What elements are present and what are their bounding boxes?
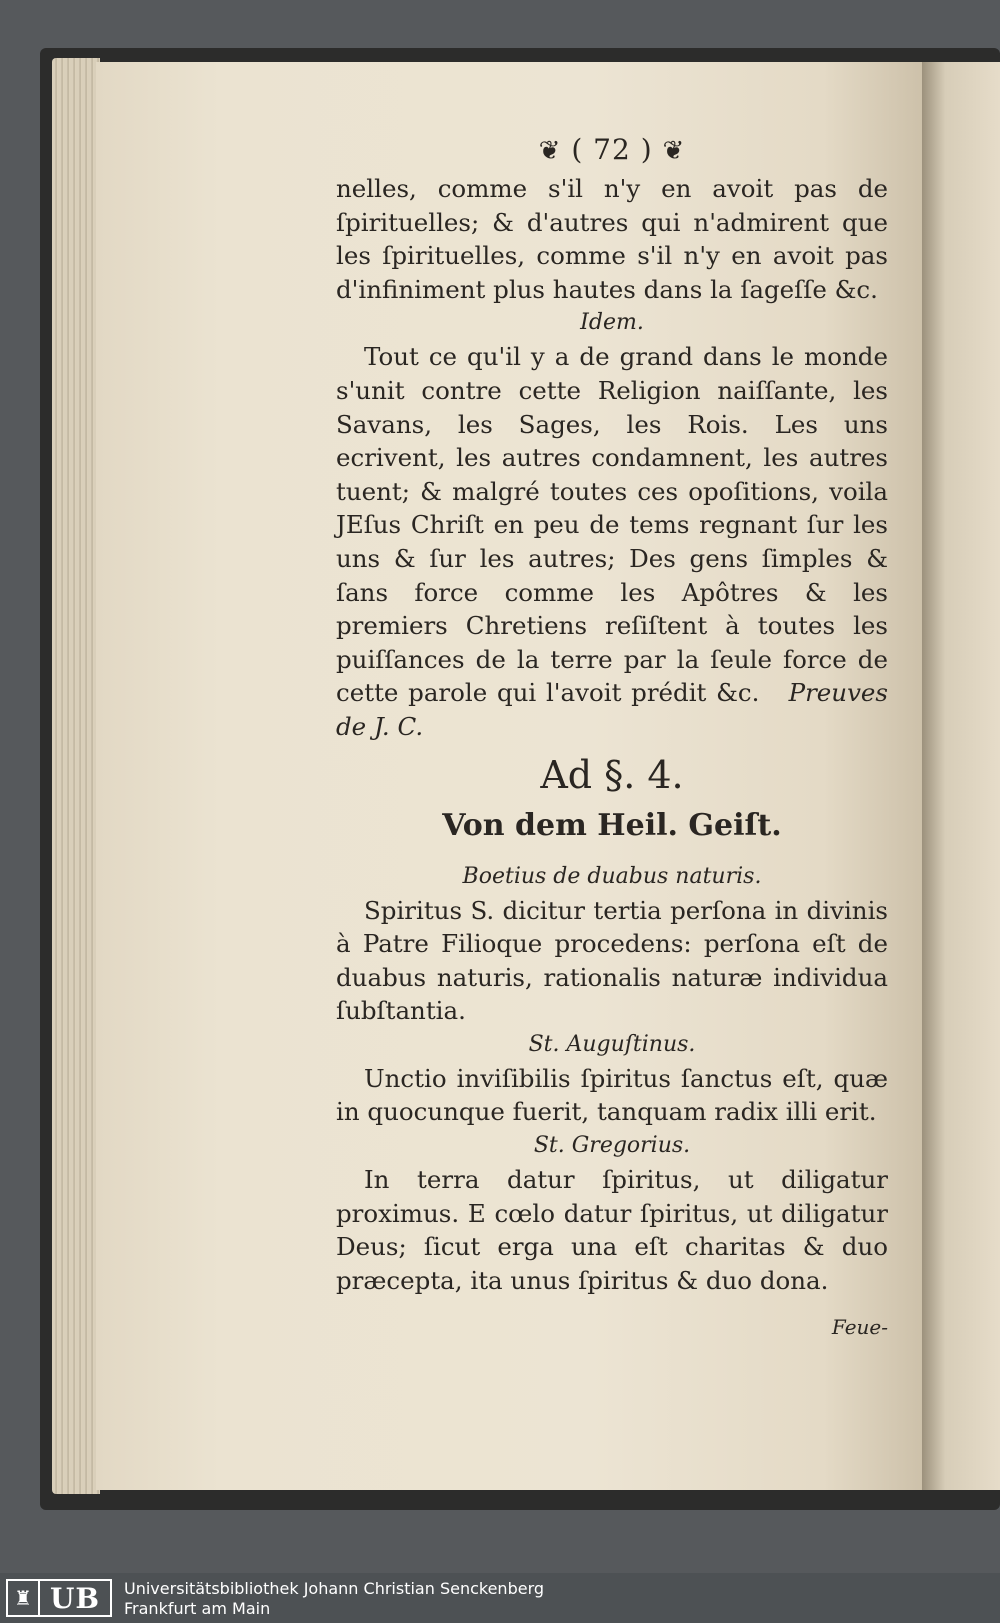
paragraph-2-reference: Preuves de J. C.	[336, 678, 888, 741]
page-number: ( 72 )	[571, 133, 653, 166]
library-name: Universitätsbibliothek Johann Christian Senckenberg	[124, 1579, 545, 1598]
catchword: Feue-	[831, 1315, 888, 1340]
page-text-block	[336, 128, 888, 1345]
crest-icon: ♜	[8, 1581, 40, 1615]
source-augustinus: St. Auguſtinus.	[528, 1031, 696, 1057]
paragraph-1: nelles, comme s'il n'y en avoit pas de ſpirituelles; & d'autres qui n'admirent que les ſpirituelles, comme s'il n'y en avoit pas d'infiniment plus hautes dans la ſageſſe &c.	[336, 174, 888, 304]
ub-logo[interactable]	[6, 1579, 112, 1617]
paragraph-4: Unctio inviſibilis ſpiritus ſanctus eſt, quæ in quocunque fuerit, tanquam radix illi erit.	[336, 1063, 888, 1127]
paragraph-2-text: Tout ce qu'il y a de grand dans le monde s'unit contre cette Religion naiſſante, les Savans, les Sages, les Rois. Les uns ecrivent, les autres condamnent, les autres tuent; & malgré toutes ces opoſitions, voila JEſus Chriſt en peu de tems regnant ſur les uns & ſur les autres; Des gens ſimples & ſans force comme les Apôtres & les premiers Chretiens reſiſtent à toutes les puiſſances de la terre par la ſeule force de cette parole qui l'avoit prédit &c.	[336, 342, 888, 708]
section-subtitle: Von dem Heil. Geiſt.	[442, 807, 782, 843]
ub-logo-text: UB	[50, 1581, 101, 1615]
page-edges	[52, 58, 100, 1494]
library-footer	[0, 1573, 1000, 1623]
source-gregorius: St. Gregorius.	[533, 1133, 691, 1159]
right-ornament-icon: ❦	[662, 136, 686, 166]
library-city: Frankfurt am Main	[124, 1599, 271, 1618]
left-ornament-icon: ❦	[538, 136, 562, 166]
section-title: Ad §. 4.	[540, 752, 684, 797]
page-header	[336, 128, 888, 172]
paragraph-3: Spiritus S. dicitur tertia perſona in divinis à Patre Filioque procedens: perſona eſt de duabus naturis, rationalis naturæ individua ſubſtantia.	[336, 895, 888, 1026]
source-idem: Idem.	[580, 310, 644, 336]
facing-page-edge	[922, 62, 1000, 1490]
paragraph-5: In terra datur ſpiritus, ut diligatur proximus. E cœlo datur ſpiritus, ut diligatur Deus; ſicut erga una eſt charitas & duo præcepta, ita unus ſpiritus & duo dona.	[336, 1165, 888, 1295]
paragraph-2	[336, 340, 888, 743]
source-boetius: Boetius de duabus naturis.	[462, 863, 762, 889]
